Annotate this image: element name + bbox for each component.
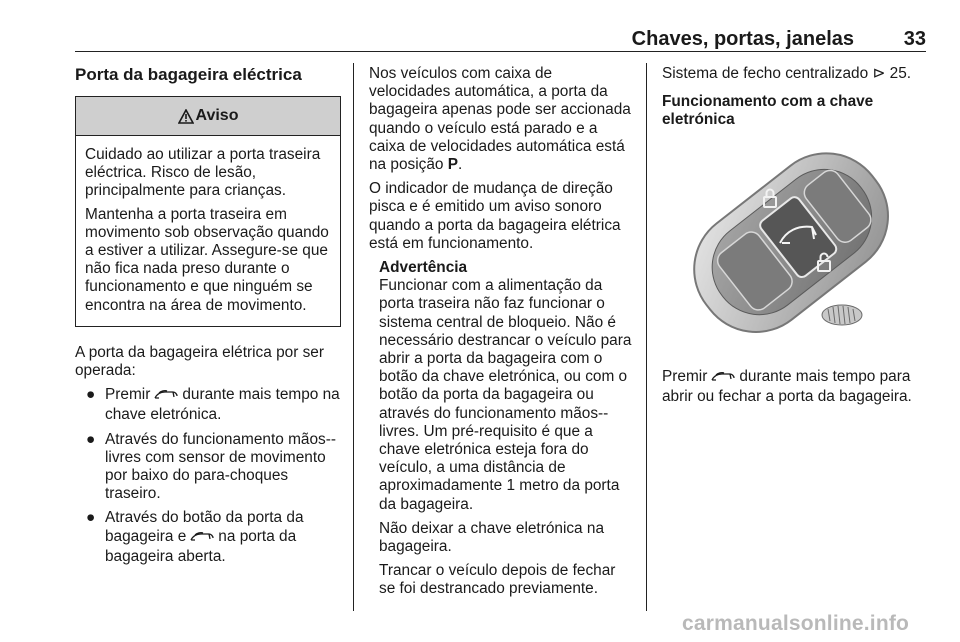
intro-paragraph: A porta da bagageira elétrica por ser operada: [75,343,324,380]
column-divider-2 [646,63,647,611]
tailgate-key-icon [189,530,215,548]
warning-body [76,136,340,326]
list-item [75,431,343,504]
section-title: Porta da bagageira eléctrica [75,65,302,84]
caption-paragraph: Premir durante mais tempo para abrir ou fechar a porta da bagageira. [662,368,912,406]
warning-paragraph: Cuidado ao utilizar a porta traseira eléctrica. Risco de lesão, principalmente para crianças. [85,146,321,200]
bullet-icon: ● [86,386,96,404]
paragraph: O indicador de mudança de direção pisca e é emitido um aviso sonoro quando a porta da bagageira elétrica está em funcionamento. [369,180,621,252]
reference-arrow-icon: ⊳ [872,65,886,82]
list-item-text: Através do botão da porta da bagageira e [105,509,304,545]
list-item-text: durante mais tempo na chave eletrónica. [105,386,340,424]
warning-heading: Aviso [195,106,239,124]
warning-box [75,96,341,327]
list-item [75,509,343,566]
warning-header [76,97,340,136]
warning-paragraph: Mantenha a porta traseira em movimento sob observação quando a estiver a utilizar. Assegure-se que não fica nada preso durante o funcionamento e que ninguém se encontra na área de movimento. [85,205,329,314]
column-divider-1 [353,63,354,611]
note-paragraph: Funcionar com a alimentação da porta traseira não faz funcionar o sistema central de bloqueio. Não é necessário destrancar o veículo para abrir a porta da bagageira com o botão da chave eletrónica, ou com o botão da porta da bagageira ou através do funcionamento mãos--livres. Um pré-requisito é que a chave eletrónica esteja fora do veículo, a uma distância de aproximadamente 1 metro da porta da bagageira. [379,277,632,513]
note-title: Advertência [379,259,468,277]
tailgate-key-icon [153,388,179,406]
list-item-text: Premir [105,386,151,404]
chapter-title: Chaves, portas, janelas [631,28,854,50]
watermark: carmanualsonline.info [682,612,910,635]
list-item [75,386,343,424]
column-3 [662,65,928,130]
page-header [75,28,926,50]
column-1 [75,65,343,572]
bullet-icon: ● [86,509,96,527]
gear-position-p: P [447,156,458,174]
electronic-key-illustration [662,143,926,353]
list-item-text: Através do funcionamento mãos--livres com sensor de movimento por baixo do para-choques traseiro. [105,430,336,503]
note-paragraph: Não deixar a chave eletrónica na bagageira. [379,519,605,556]
cross-reference: Sistema de fecho centralizado ⊳ 25. [662,65,912,82]
header-divider [75,51,926,52]
note-paragraph: Trancar o veículo depois de fechar se foi destrancado previamente. [379,562,616,598]
operation-list [75,386,343,566]
warning-triangle-icon [178,109,194,124]
page-number: 33 [903,28,926,50]
column-2 [369,65,633,605]
figure-caption [662,368,928,412]
note-block [369,259,633,599]
subsection-title: Funcionamento com a chave eletrónica [662,93,874,129]
list-item-text: na porta da bagageira aberta. [105,527,297,565]
tailgate-key-icon [710,370,736,388]
paragraph: Nos veículos com caixa de velocidades automática, a porta da bagageira apenas pode ser accionada quando o veículo está parado e a caixa de velocidades automática está na posição P. [369,65,631,174]
bullet-icon: ● [86,430,96,448]
